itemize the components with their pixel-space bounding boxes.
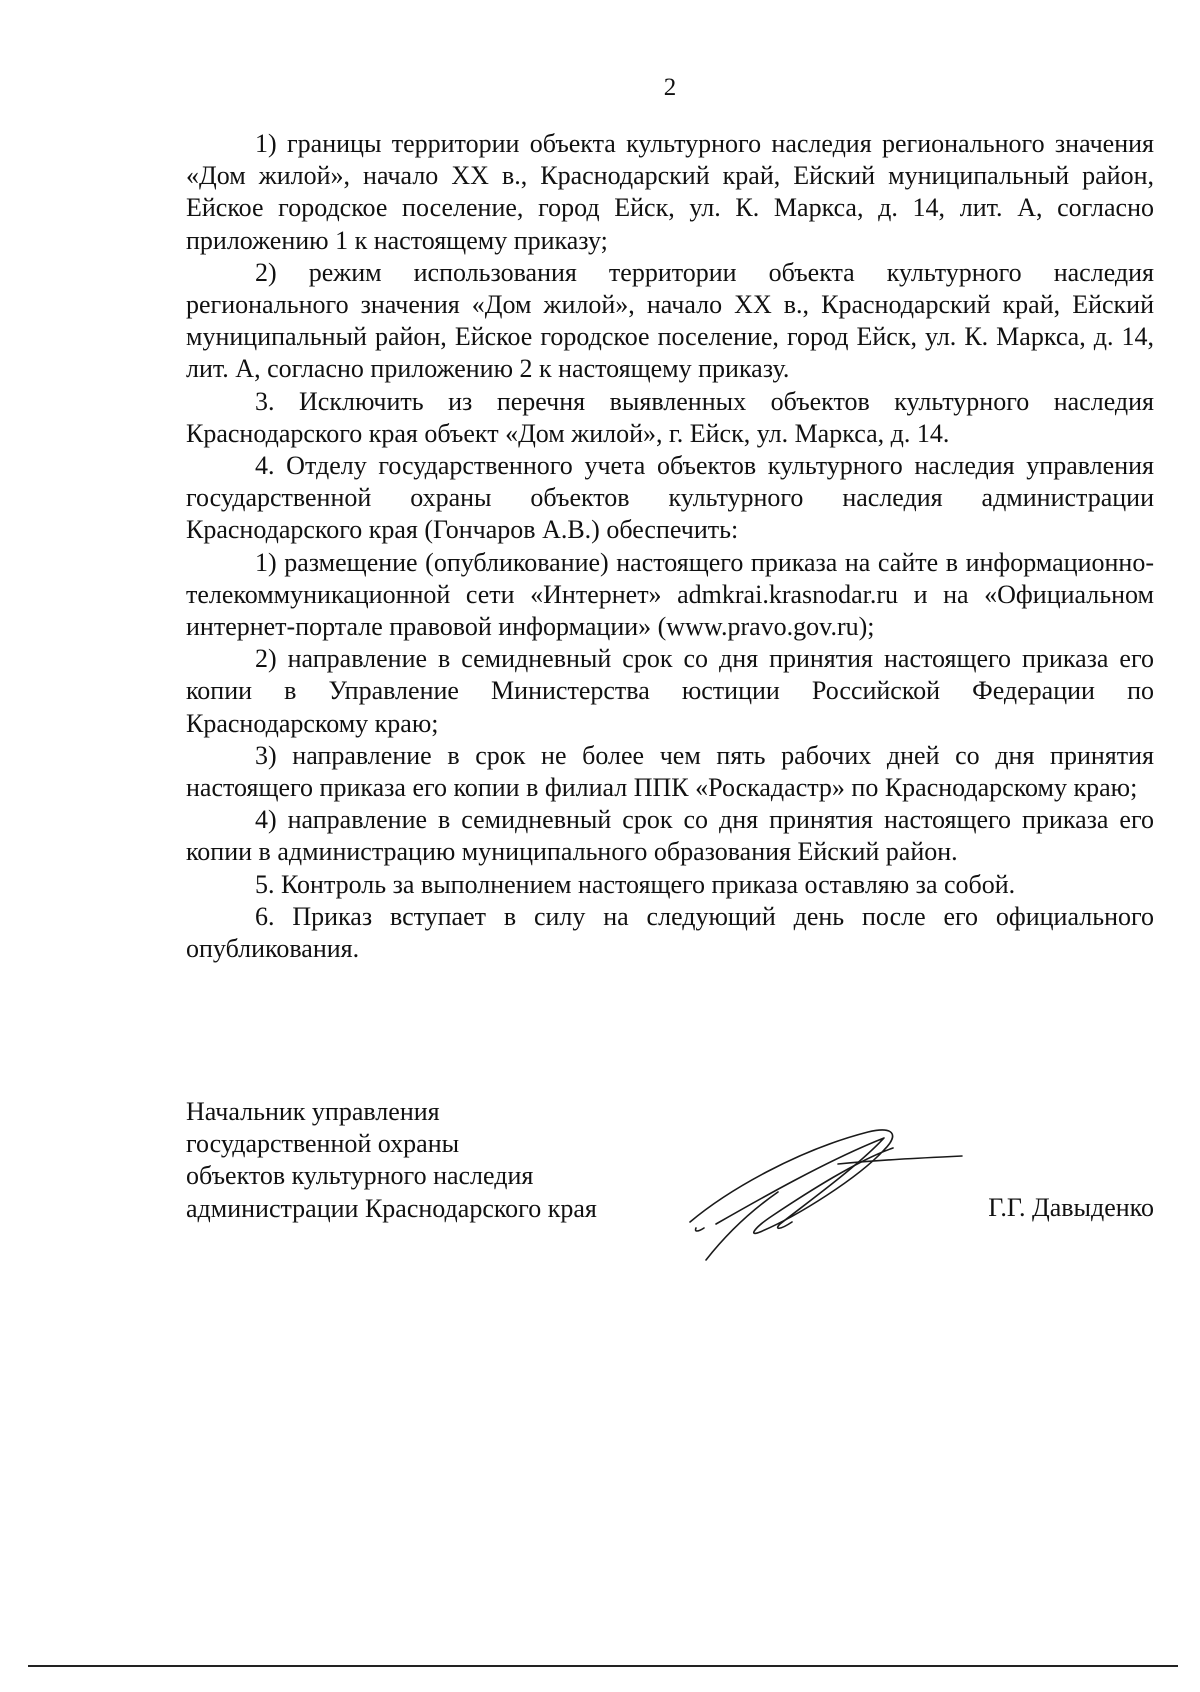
paragraph-item-2: 2) режим использования территории объекта культурного наследия регионального значения «Дом жилой», начало XX в., Краснодарский край, Ейский муниципальный район, Ейское городское поселение, город Ейск, ул. К. Маркса, д. 14, лит. А, согласно приложению 2 к настоящему приказу. bbox=[186, 257, 1154, 384]
bottom-rule bbox=[28, 1665, 1178, 1667]
signature-stroke bbox=[838, 1156, 962, 1164]
page-number: 2 bbox=[663, 74, 677, 101]
signatory-title bbox=[186, 1096, 597, 1225]
paragraph-item-1: 1) границы территории объекта культурного наследия регионального значения «Дом жилой», начало XX в., Краснодарский край, Ейский муниципальный район, Ейское городское поселение, город Ейск, ул. К. Маркса, д. 14, лит. А, согласно приложению 1 к настоящему приказу; bbox=[186, 129, 1154, 255]
paragraph-control: 5. Контроль за выполнением настоящего приказа оставляю за собой. bbox=[255, 869, 1016, 899]
paragraph-duty-justice-ministry: 2) направление в семидневный срок со дня принятия настоящего приказа его копии в Управление Министерства юстиции Российской Федерации по Краснодарскому краю; bbox=[186, 644, 1154, 738]
document-body bbox=[186, 128, 1154, 965]
signatory-title-line: Начальник управления bbox=[186, 1097, 440, 1126]
signatory-title-line: государственной охраны bbox=[186, 1129, 460, 1159]
signatory-title-line: администрации Краснодарского края bbox=[186, 1193, 597, 1223]
paragraph-duty-publication: 1) размещение (опубликование) настоящего приказа на сайте в информационно-телекоммуникационной сети «Интернет» admkrai.krasnodar.ru и на «Официальном интернет-портале правовой информации» (www.pravo.gov.ru); bbox=[186, 547, 1154, 642]
signatory-title-line: объектов культурного наследия bbox=[186, 1161, 534, 1191]
paragraph-exclusion: 3. Исключить из перечня выявленных объектов культурного наследия Краснодарского края объект «Дом жилой», г. Ейск, ул. Маркса, д. 14. bbox=[186, 386, 1154, 448]
handwritten-signature bbox=[688, 1120, 968, 1270]
paragraph-department-duties: 4. Отделу государственного учета объектов культурного наследия управления государственной охраны объектов культурного наследия администрации Краснодарского края (Гончаров А.В.) обеспечить: bbox=[186, 451, 1154, 545]
paragraph-duty-roskadastr: 3) направление в срок не более чем пять рабочих дней со дня принятия настоящего приказа его копии в филиал ППК «Роскадастр» по Краснодарскому краю; bbox=[186, 740, 1154, 803]
signature-stroke bbox=[695, 1228, 704, 1231]
signature-block bbox=[186, 1096, 1154, 1296]
signature-stroke bbox=[716, 1138, 884, 1228]
paragraph-effective-date: 6. Приказ вступает в силу на следующий день после его официального опубликования. bbox=[186, 901, 1154, 964]
signatory-name: Г.Г. Давыденко bbox=[988, 1193, 1154, 1222]
paragraph-duty-municipality: 4) направление в семидневный срок со дня принятия настоящего приказа его копии в администрацию муниципального образования Ейский район. bbox=[186, 805, 1154, 867]
